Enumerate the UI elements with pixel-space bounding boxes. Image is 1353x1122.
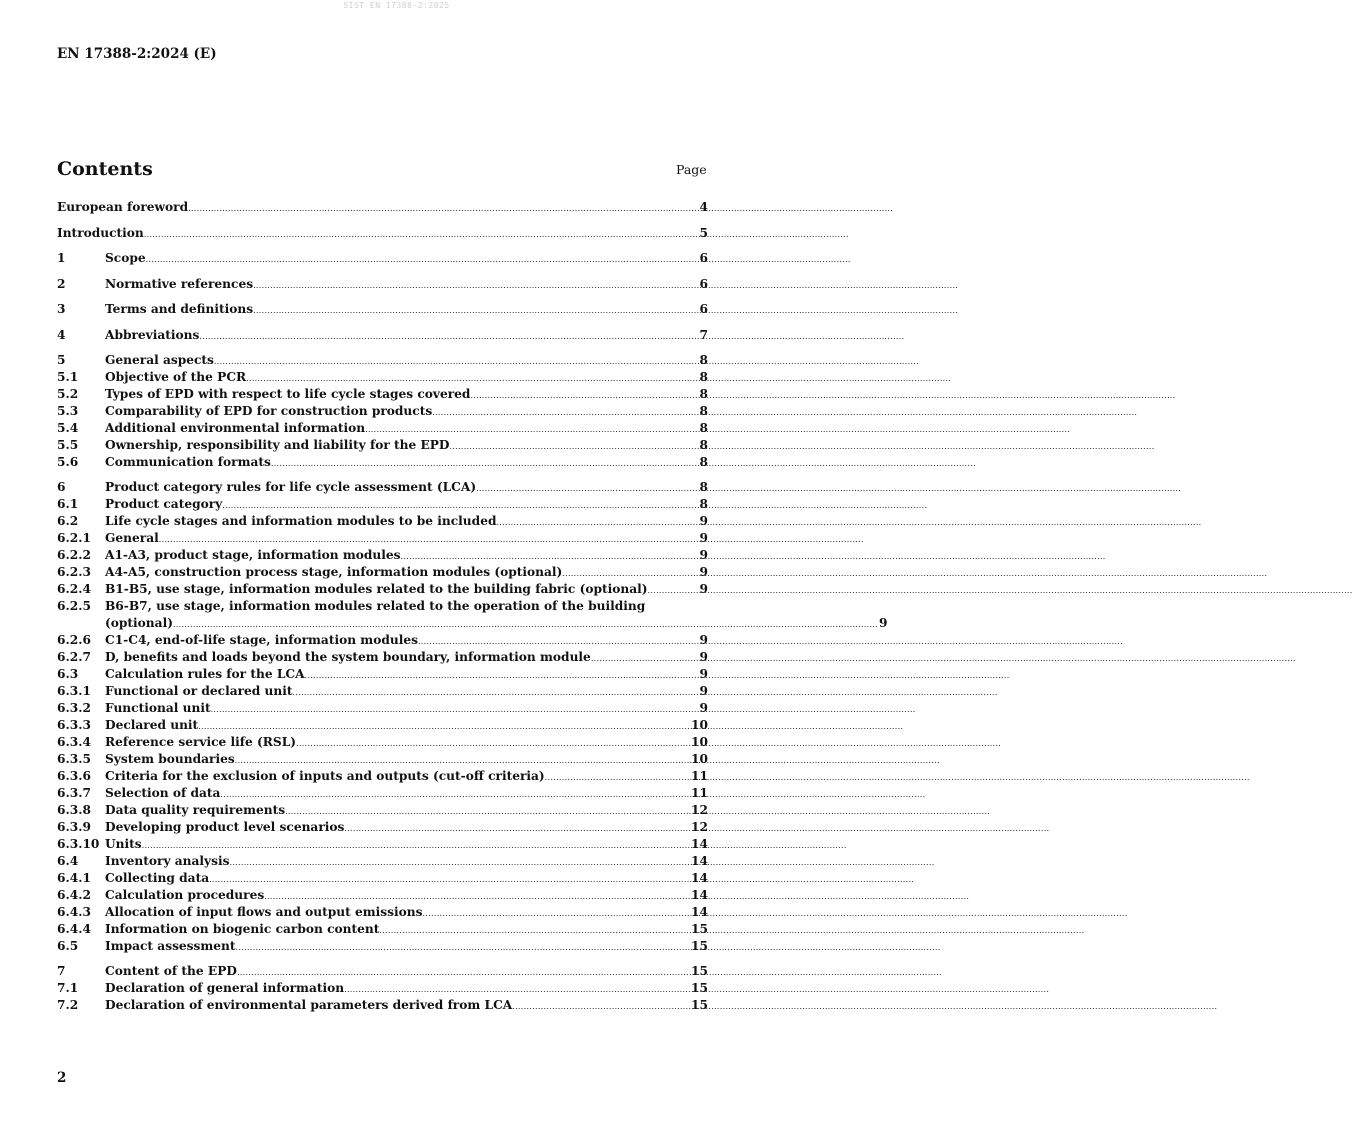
toc-number: 6.5 (57, 939, 79, 953)
toc-entry-6-3-3[interactable] (57, 718, 708, 735)
toc-entry-6-2-2[interactable] (57, 548, 708, 565)
toc-title: Introduction (57, 225, 144, 240)
toc-entry-2[interactable] (57, 277, 708, 303)
toc-page: 12 (691, 803, 708, 817)
toc-title: Abbreviations (105, 327, 200, 342)
toc-entry-5[interactable] (57, 353, 708, 370)
toc-entry-1[interactable] (57, 251, 708, 277)
toc-title: System boundaries (105, 752, 235, 766)
page-number: 2 (57, 1070, 67, 1086)
toc-number: 5.4 (57, 421, 79, 435)
toc-entry-6-1[interactable] (57, 497, 708, 514)
toc-entry-6-2-5[interactable] (57, 599, 888, 633)
toc-entry-introduction[interactable] (57, 226, 708, 252)
toc-title: Functional unit (105, 701, 211, 715)
toc-page: 9 (699, 701, 708, 715)
toc-title: A4-A5, construction process stage, information modules (optional) (105, 565, 563, 579)
toc-title: Declaration of general information (105, 981, 345, 995)
toc-number: 6.2.3 (57, 565, 91, 579)
toc-entry-4[interactable] (57, 328, 708, 354)
toc-number: 6.4.4 (57, 922, 91, 936)
toc-number: 6.2.2 (57, 548, 91, 562)
toc-page: 9 (699, 565, 708, 579)
toc-page: 14 (691, 837, 708, 851)
toc-number: 6.3.6 (57, 769, 91, 783)
toc-page: 11 (691, 786, 708, 800)
toc-title: Comparability of EPD for construction products (105, 404, 433, 418)
toc-number: 5.5 (57, 438, 79, 452)
toc-entry-6-3[interactable] (57, 667, 708, 684)
toc-page: 8 (699, 370, 708, 384)
toc-entry-6-2-1[interactable] (57, 531, 708, 548)
toc-number: 6.3.5 (57, 752, 91, 766)
toc-title: General aspects (105, 353, 214, 367)
toc-page: 15 (691, 981, 708, 995)
toc-entry-6-3-2[interactable] (57, 701, 708, 718)
toc-entry-6-3-9[interactable] (57, 820, 708, 837)
toc-title: Reference service life (RSL) (105, 735, 297, 749)
toc-page: 9 (699, 633, 708, 647)
toc-title: Scope (105, 251, 146, 265)
toc-entry-6-3-1[interactable] (57, 684, 708, 701)
toc-entry-7[interactable] (57, 964, 708, 981)
toc-entry-5-3[interactable] (57, 404, 708, 421)
toc-title: Functional or declared unit (105, 684, 293, 698)
toc-title: Collecting data (105, 871, 210, 885)
toc-title: Developing product level scenarios (105, 820, 345, 834)
toc-page: 6 (699, 276, 708, 291)
toc-number: 6.3.3 (57, 718, 91, 732)
toc-number: 6.3.10 (57, 837, 100, 851)
toc-entry-6-3-7[interactable] (57, 786, 708, 803)
toc-page: 9 (879, 616, 888, 630)
toc-page: 15 (691, 922, 708, 936)
toc-page: 14 (691, 854, 708, 868)
toc-title: Life cycle stages and information modules to be included (105, 514, 497, 528)
toc-number: 6.4.3 (57, 905, 91, 919)
toc-entry-6-2-7[interactable] (57, 650, 708, 667)
toc-entry-5-5[interactable] (57, 438, 708, 455)
toc-entry-6-3-5[interactable] (57, 752, 708, 769)
toc-entry-6-3-6[interactable] (57, 769, 708, 786)
toc-number: 6 (57, 480, 66, 494)
toc-number: 1 (57, 251, 66, 265)
page-title: Contents (57, 158, 153, 180)
toc-title: General (105, 531, 159, 545)
toc-page: 9 (699, 548, 708, 562)
toc-title: Product category (105, 497, 223, 511)
toc-page: 8 (699, 438, 708, 452)
toc-page: 9 (699, 582, 708, 596)
toc-page: 6 (699, 302, 708, 316)
toc-page: 10 (691, 718, 708, 732)
toc-title: Information on biogenic carbon content (105, 922, 380, 936)
toc-entry-5-6[interactable] (57, 455, 708, 472)
toc-number: 5.2 (57, 387, 79, 401)
toc-title: Communication formats (105, 455, 271, 469)
toc-title: Terms and definitions (105, 302, 254, 316)
toc-page: 14 (691, 871, 708, 885)
toc-entry-7-1[interactable] (57, 981, 708, 998)
toc-page: 4 (699, 200, 708, 214)
toc-page: 11 (691, 769, 708, 783)
toc-number: 6.3.4 (57, 735, 91, 749)
toc-number: 6.3 (57, 667, 79, 681)
toc-entry-6-2-6[interactable] (57, 633, 708, 650)
toc-title: Allocation of input flows and output emissions (105, 905, 423, 919)
toc-number: 5.3 (57, 404, 79, 418)
toc-entry-6-3-10[interactable] (57, 837, 708, 854)
toc-page: 10 (691, 752, 708, 766)
toc-number: 6.4.1 (57, 871, 91, 885)
toc-number: 6.3.1 (57, 684, 91, 698)
toc-number: 5 (57, 353, 66, 367)
toc-title: B6-B7, use stage, information modules related to the operation of the building (105, 599, 646, 613)
toc-number: 2 (57, 276, 66, 291)
toc-title-continued: (optional) (105, 616, 173, 630)
toc-page: 7 (699, 327, 708, 342)
toc-title: D, benefits and loads beyond the system boundary, information module (105, 650, 591, 664)
toc-page: 10 (691, 735, 708, 749)
toc-title: Declared unit (105, 718, 199, 732)
toc-entry-6-4-2[interactable] (57, 888, 708, 905)
toc-page: 8 (699, 387, 708, 401)
toc-entry-6-4-1[interactable] (57, 871, 708, 888)
page-column-label: Page (676, 162, 707, 177)
toc-title: A1-A3, product stage, information modules (105, 548, 401, 562)
toc-entry-6[interactable] (57, 480, 708, 497)
toc-number: 6.2.6 (57, 633, 91, 647)
toc-page: 8 (699, 480, 708, 494)
document-id: EN 17388-2:2024 (E) (57, 46, 217, 62)
toc-entry-3[interactable] (57, 302, 708, 328)
toc-title: Data quality requirements (105, 803, 286, 817)
toc-entry-6-2[interactable] (57, 514, 708, 531)
toc-title: Types of EPD with respect to life cycle stages covered (105, 387, 471, 401)
toc-page: 8 (699, 497, 708, 511)
toc-page: 15 (691, 998, 708, 1012)
toc-number: 6.3.2 (57, 701, 91, 715)
toc-page: 8 (699, 455, 708, 469)
toc-number: 6.2.4 (57, 582, 91, 596)
toc-number: 6.3.9 (57, 820, 91, 834)
toc-page: 8 (699, 353, 708, 367)
watermark: SIST EN 17388-2:2025 (343, 1, 450, 10)
toc-entry-6-4[interactable] (57, 854, 708, 871)
table-of-contents (57, 200, 888, 1015)
toc-page: 15 (691, 964, 708, 978)
toc-page: 9 (699, 667, 708, 681)
toc-number: 6.2.5 (57, 599, 91, 613)
toc-page: 5 (699, 225, 708, 240)
toc-number: 3 (57, 302, 66, 316)
toc-number: 5.1 (57, 370, 79, 384)
toc-title: European foreword (57, 200, 189, 214)
toc-title: Selection of data (105, 786, 221, 800)
toc-number: 6.4.2 (57, 888, 91, 902)
toc-entry-6-3-8[interactable] (57, 803, 708, 820)
toc-number: 6.3.8 (57, 803, 91, 817)
toc-page: 9 (699, 514, 708, 528)
toc-entry-5-1[interactable] (57, 370, 708, 387)
toc-entry-6-5[interactable] (57, 939, 708, 956)
toc-entry-6-2-4[interactable] (57, 582, 708, 599)
toc-title: Calculation rules for the LCA (105, 667, 305, 681)
toc-entry-6-4-4[interactable] (57, 922, 708, 939)
toc-title: Impact assessment (105, 939, 236, 953)
toc-title: Units (105, 837, 142, 851)
toc-title: Objective of the PCR (105, 370, 247, 384)
toc-title: Content of the EPD (105, 964, 237, 978)
toc-number: 7.1 (57, 981, 79, 995)
toc-number: 7.2 (57, 998, 79, 1012)
toc-number: 6.3.7 (57, 786, 91, 800)
toc-number: 6.2.1 (57, 531, 91, 545)
toc-title: Product category rules for life cycle assessment (LCA) (105, 480, 477, 494)
toc-page: 8 (699, 421, 708, 435)
toc-entry-european-foreword[interactable] (57, 200, 708, 226)
toc-entry-5-4[interactable] (57, 421, 708, 438)
toc-page: 14 (691, 888, 708, 902)
toc-entry-6-3-4[interactable] (57, 735, 708, 752)
toc-title: B1-B5, use stage, information modules related to the building fabric (optional) (105, 582, 648, 596)
toc-title: Declaration of environmental parameters derived from LCA (105, 998, 513, 1012)
toc-page: 8 (699, 404, 708, 418)
toc-number: 4 (57, 327, 66, 342)
toc-title: Ownership, responsibility and liability for the EPD (105, 438, 450, 452)
toc-title: Inventory analysis (105, 854, 230, 868)
toc-title: C1-C4, end-of-life stage, information modules (105, 633, 418, 647)
toc-number: 6.2.7 (57, 650, 91, 664)
toc-entry-5-2[interactable] (57, 387, 708, 404)
toc-number: 5.6 (57, 455, 79, 469)
toc-page: 6 (699, 251, 708, 265)
toc-title: Additional environmental information (105, 421, 366, 435)
toc-page: 9 (699, 650, 708, 664)
toc-title: Normative references (105, 276, 254, 291)
toc-page: 15 (691, 939, 708, 953)
toc-page: 9 (699, 684, 708, 698)
toc-page: 14 (691, 905, 708, 919)
toc-entry-7-2[interactable] (57, 998, 708, 1015)
toc-number: 6.4 (57, 854, 79, 868)
toc-page: 9 (699, 531, 708, 545)
toc-number: 7 (57, 964, 66, 978)
toc-entry-6-4-3[interactable] (57, 905, 708, 922)
toc-number: 6.1 (57, 497, 79, 511)
toc-title: Criteria for the exclusion of inputs and outputs (cut-off criteria) (105, 769, 545, 783)
toc-title: Calculation procedures (105, 888, 265, 902)
toc-entry-6-2-3[interactable] (57, 565, 708, 582)
toc-number: 6.2 (57, 514, 79, 528)
toc-page: 12 (691, 820, 708, 834)
